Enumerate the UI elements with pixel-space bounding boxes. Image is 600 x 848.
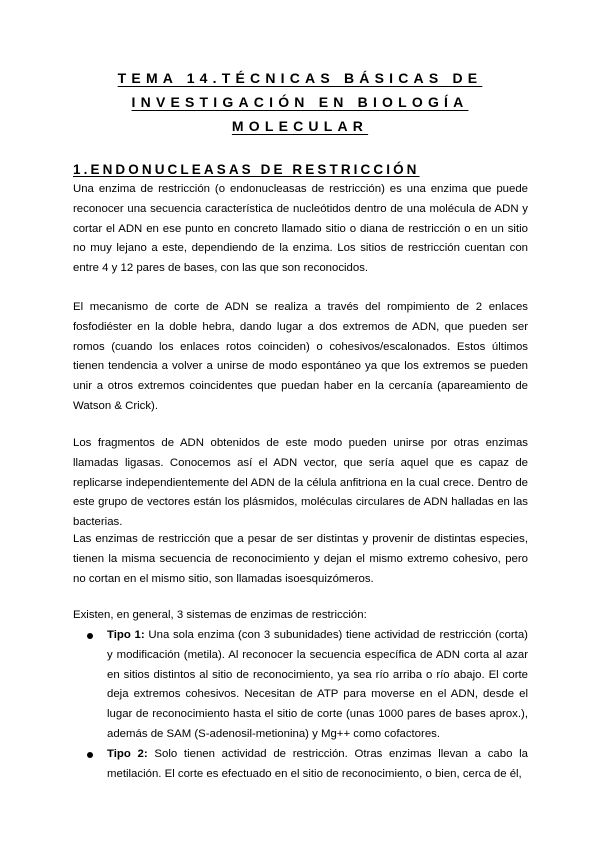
bullet-dot-icon (87, 633, 93, 639)
bullet-text: Solo tienen actividad de restricción. Otras enzimas llevan a cabo la metilación. El corte es efectuado en el sitio de reconocimiento, o bien, cerca de él, (107, 747, 528, 780)
paragraph-isoesquizomeros: Las enzimas de restricción que a pesar de ser distintas y provenir de distintas especies, tienen la misma secuencia de reconocimiento y dejan el mismo extremo cohesivo, pero no cortan en el mismo sitio, son llamadas isoesquizómeros. (73, 533, 528, 585)
paragraph-mechanism: El mecanismo de corte de ADN se realiza a través del rompimiento de 2 enlaces fosfodiéster en la doble hebra, dando lugar a dos extremos de ADN, que pueden ser romos (cuando los enlaces rotos coinciden) o cohesivos/escalonados. Estos últimos tienen tendencia a volver a unirse de modo espontáneo ya que los extremos se pueden unir a otros extremos coincidentes que puedan haber en la cercanía (apareamiento de Watson & Crick). (73, 301, 528, 412)
paragraph-systems-intro: Existen, en general, 3 sistemas de enzimas de restricción: (73, 609, 367, 621)
enzyme-types-list (73, 626, 528, 784)
bullet-dot-icon (87, 752, 93, 758)
title-line-2: INVESTIGACIÓN EN BIOLOGÍA MOLECULAR (131, 94, 469, 134)
paragraph-definition: Una enzima de restricción (o endonucleasas de restricción) es una enzima que puede reconocer una secuencia característica de nucleótidos dentro de una molécula de ADN y cortar el ADN en ese punto en concreto llamado sitio o diana de restricción o en un sitio no muy lejano a este, dependiendo de la enzima. Los sitios de restricción cuentan con entre 4 y 12 pares de bases, con las que son reconocidos. (73, 183, 528, 275)
list-item-tipo-1 (73, 626, 528, 745)
section-heading-endonucleasas: 1.ENDONUCLEASAS DE RESTRICCIÓN (73, 162, 420, 177)
document-title (60, 66, 540, 138)
bullet-label: Tipo 1: (107, 629, 145, 641)
paragraph-fragments: Los fragmentos de ADN obtenidos de este modo pueden unirse por otras enzimas llamadas ligasas. Conocemos así el ADN vector, que sería aquel que es capaz de replicarse independientemente del ADN de la célula anfitriona en la cual crece. Dentro de este grupo de vectores están los plásmidos, moléculas circulares de ADN halladas en las bacterias. (73, 437, 528, 529)
title-line-1: TEMA 14.TÉCNICAS BÁSICAS DE (117, 70, 483, 86)
list-item-tipo-2 (73, 745, 528, 785)
bullet-label: Tipo 2: (107, 747, 148, 760)
bullet-text: Una sola enzima (con 3 subunidades) tiene actividad de restricción (corta) y modificación (metila). Al reconocer la secuencia específica de ADN corta al azar en sitios distintos al sitio de reconocimiento, ya sea río arriba o río abajo. El corte deja extremos cohesivos. Necesitan de ATP para moverse en el ADN, desde el lugar de reconocimiento hasta el sitio de corte (unas 1000 pares de bases aprox.), además de SAM (S-adenosil-metionina) y Mg++ como cofactores. (107, 629, 528, 740)
